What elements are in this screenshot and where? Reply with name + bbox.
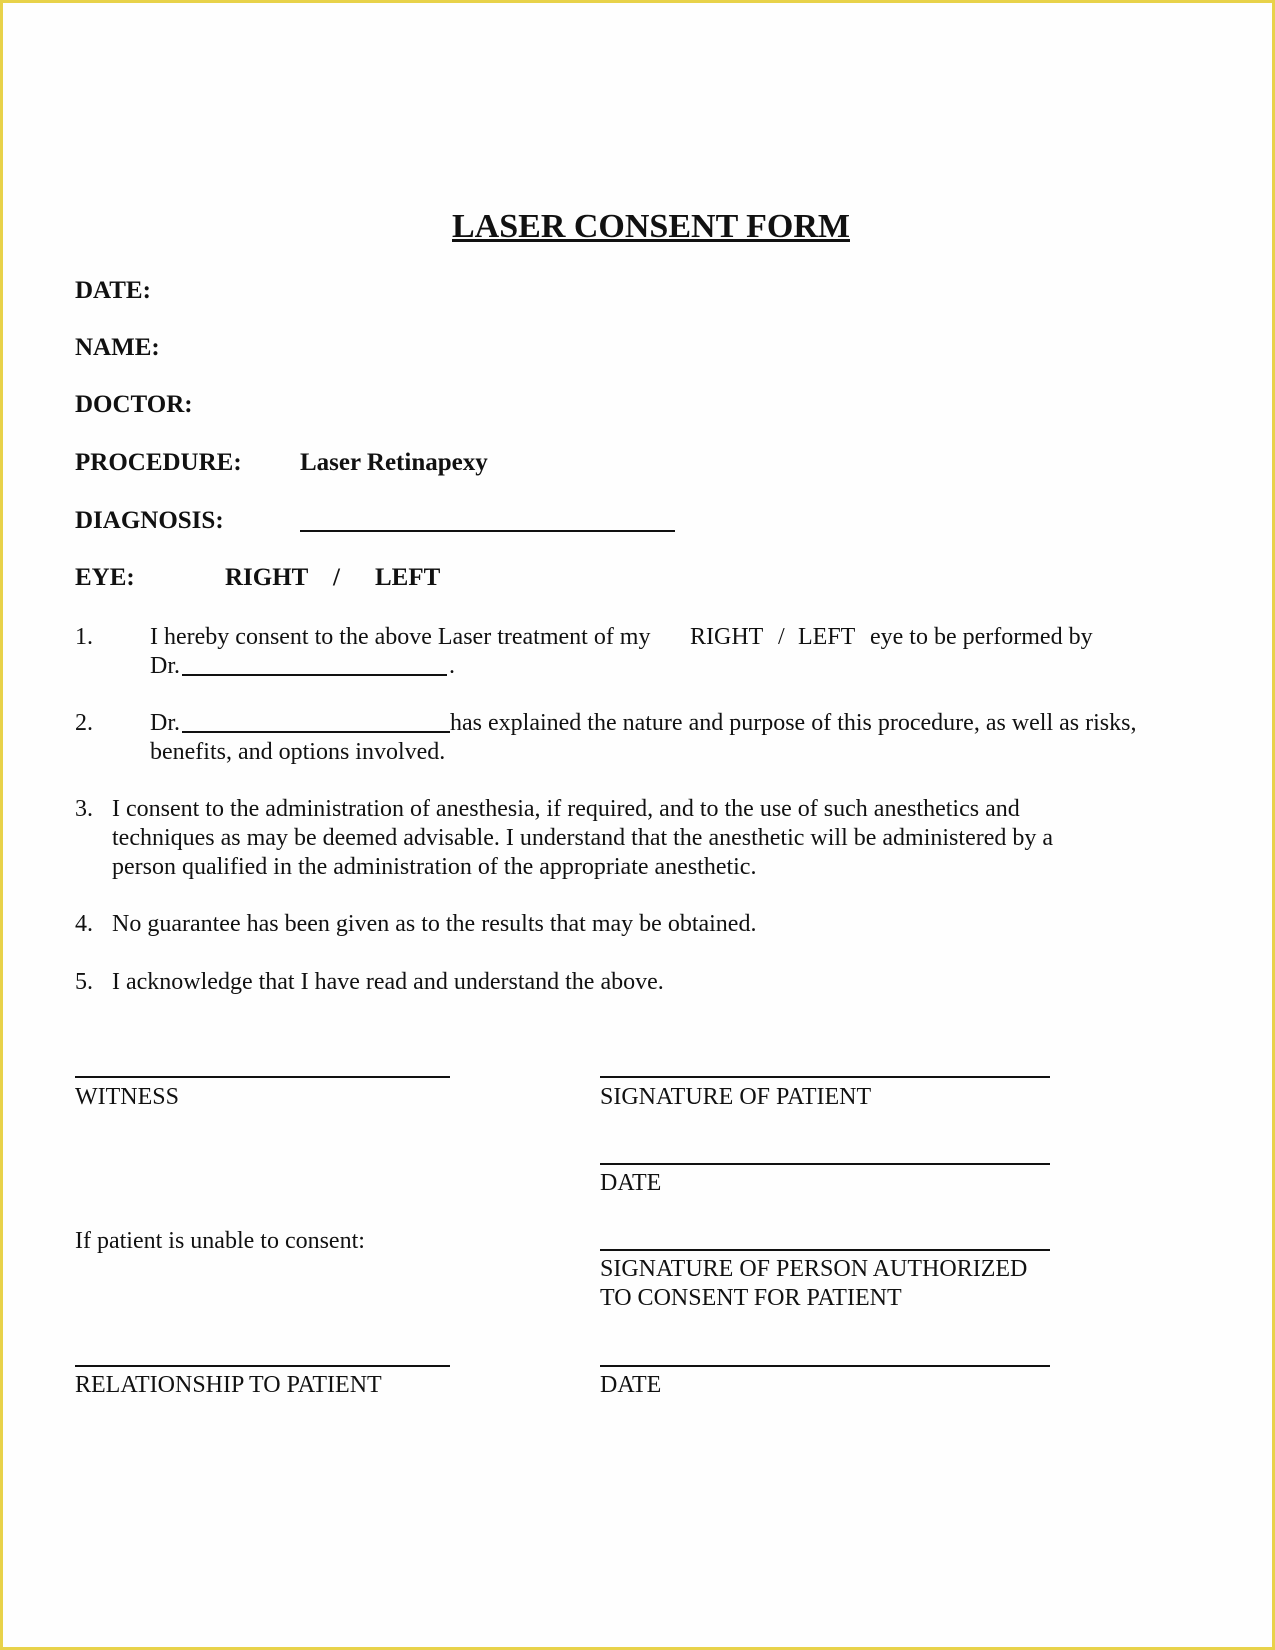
item-3-line-1: I consent to the administration of anesthesia, if required, and to the use of such anesthetics and [112, 796, 1020, 822]
eye-label: EYE: [75, 564, 135, 591]
diagnosis-label: DIAGNOSIS: [75, 507, 224, 534]
date-signature-line-2[interactable] [600, 1365, 1050, 1367]
item-5-number: 5. [75, 969, 93, 995]
relationship-signature-line[interactable] [75, 1365, 450, 1367]
signature-of-patient-label: SIGNATURE OF PATIENT [600, 1084, 872, 1110]
form-title: LASER CONSENT FORM [452, 208, 850, 245]
item-1-right[interactable]: RIGHT [690, 624, 764, 650]
witness-label: WITNESS [75, 1084, 179, 1110]
item-2-text: has explained the nature and purpose of this procedure, as well as risks, [450, 710, 1137, 736]
item-1-separator: / [778, 624, 785, 650]
eye-option-left[interactable]: LEFT [375, 564, 441, 591]
item-2-doctor-line[interactable] [182, 731, 450, 733]
procedure-value: Laser Retinapexy [300, 449, 488, 476]
item-3-number: 3. [75, 796, 93, 822]
item-3-line-3: person qualified in the administration of the appropriate anesthetic. [112, 854, 757, 880]
item-2-dr-prefix: Dr. [150, 710, 180, 736]
diagnosis-field-line[interactable] [300, 530, 675, 532]
doctor-label: DOCTOR: [75, 391, 193, 418]
item-1-doctor-line[interactable] [182, 674, 447, 676]
item-1-left[interactable]: LEFT [798, 624, 856, 650]
patient-signature-line[interactable] [600, 1076, 1050, 1078]
item-5-text: I acknowledge that I have read and understand the above. [112, 969, 664, 995]
eye-option-right[interactable]: RIGHT [225, 564, 309, 591]
item-1-number: 1. [75, 624, 93, 650]
relationship-label: RELATIONSHIP TO PATIENT [75, 1372, 382, 1398]
name-label: NAME: [75, 334, 160, 361]
item-4-text: No guarantee has been given as to the results that may be obtained. [112, 911, 757, 937]
authorized-signature-line[interactable] [600, 1249, 1050, 1251]
date-signature-line-1[interactable] [600, 1163, 1050, 1165]
authorized-label-line2: TO CONSENT FOR PATIENT [600, 1285, 902, 1311]
item-2-number: 2. [75, 710, 93, 736]
item-1-dr-prefix: Dr. [150, 653, 180, 679]
item-3-line-2: techniques as may be deemed advisable. I understand that the anesthetic will be administered by a [112, 825, 1054, 851]
authorized-label-line1: SIGNATURE OF PERSON AUTHORIZED [600, 1256, 1028, 1282]
witness-signature-line[interactable] [75, 1076, 450, 1078]
eye-option-separator: / [333, 564, 340, 591]
unable-to-consent-note: If patient is unable to consent: [75, 1228, 365, 1254]
item-1-period: . [449, 653, 455, 679]
item-4-number: 4. [75, 911, 93, 937]
date-label-1: DATE [600, 1170, 662, 1196]
procedure-label: PROCEDURE: [75, 449, 242, 476]
item-1-text: I hereby consent to the above Laser treatment of my [150, 624, 651, 650]
item-2-text-line2: benefits, and options involved. [150, 739, 446, 765]
item-1-text-end: eye to be performed by [870, 624, 1093, 650]
date-label: DATE: [75, 277, 151, 304]
date-label-2: DATE [600, 1372, 662, 1398]
